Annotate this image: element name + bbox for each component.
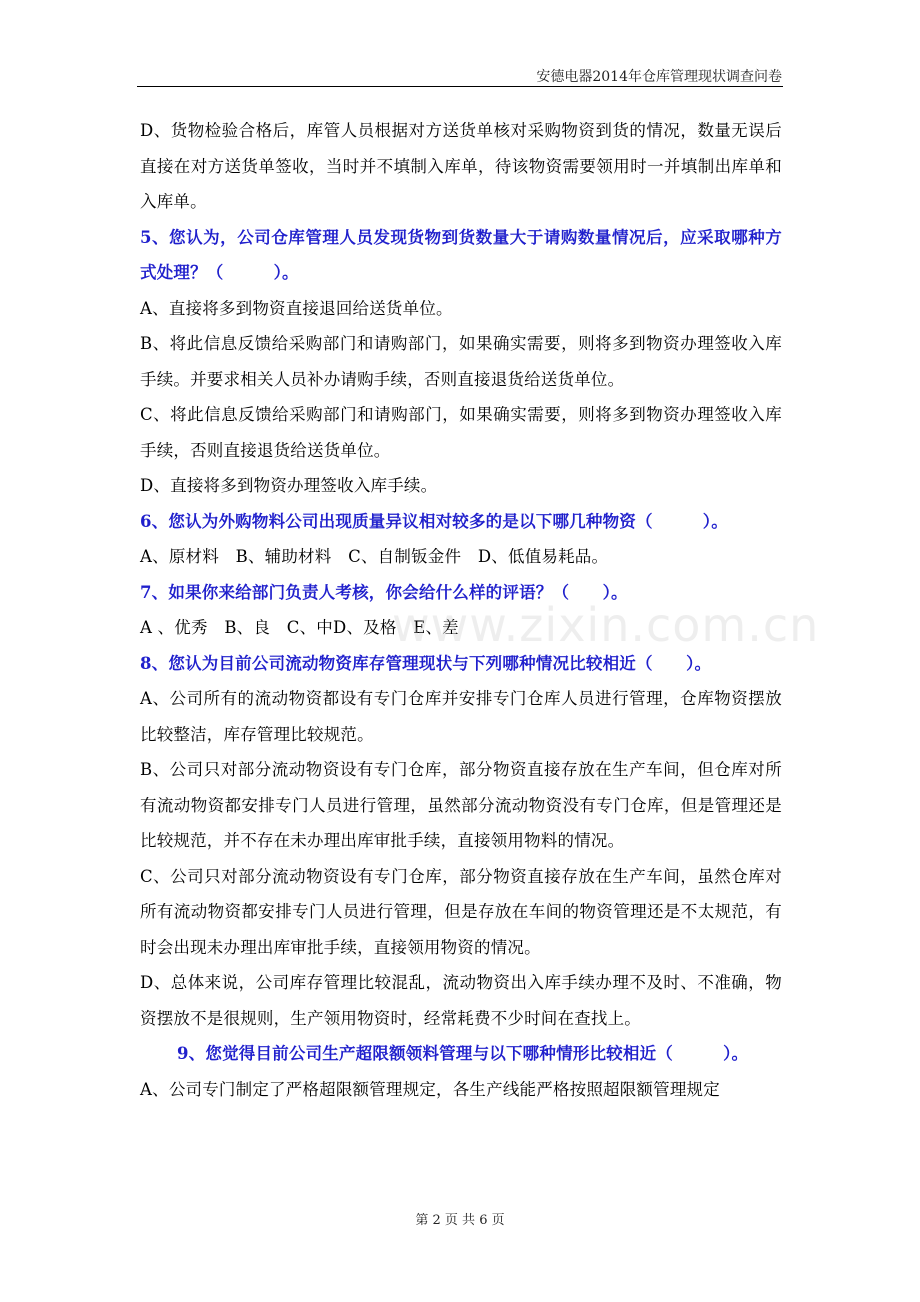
- question-7: 7、如果你来给部门负责人考核，你会给什么样的评语？（ ）。: [140, 582, 628, 602]
- header-divider: [137, 86, 783, 87]
- question-8: 8、您认为目前公司流动物资库存管理现状与下列哪种情况比较相近（ ）。: [140, 653, 712, 673]
- option-d-q5: D、直接将多到物资办理签收入库手续。: [140, 476, 438, 495]
- question-9: 9、您觉得目前公司生产超限额领料管理与以下哪种情形比较相近（ ）。: [177, 1044, 749, 1063]
- watermark: www.zixin.com.cn: [392, 598, 820, 652]
- option-d-q8: D、总体来说，公司库存管理比较混乱，流动物资出入库手续办理不及时、不准确，物资摆放不是很规则，生产领用物资时，经常耗费不少时间在查找上。: [140, 973, 782, 1028]
- options-q6: A、原材料 B、辅助材料 C、自制钣金件 D、低值易耗品。: [140, 547, 609, 566]
- option-b-q8: B、公司只对部分流动物资设有专门仓库，部分物资直接存放在生产车间，但仓库对所有流动物资都安排专门人员进行管理，虽然部分流动物资没有专门仓库，但是管理还是比较规范，并不存在未办理出库审批手续，直接领用物料的情况。: [140, 760, 782, 850]
- options-q7: A 、优秀 B、良 C、中D、及格 E、差: [140, 618, 459, 637]
- option-c-q5: C、将此信息反馈给采购部门和请购部门，如果确实需要，则将多到物资办理签收入库手续，否则直接退货给送货单位。: [140, 405, 782, 460]
- option-c-q8: C、公司只对部分流动物资设有专门仓库，部分物资直接存放在生产车间，虽然仓库对所有流动物资都安排专门人员进行管理，但是存放在车间的物资管理还是不太规范，有时会出现未办理出库审批手续，直接领用物资的情况。: [140, 866, 782, 957]
- option-d-q4: D、货物检验合格后，库管人员根据对方送货单核对采购物资到货的情况，数量无误后直接在对方送货单签收，当时并不填制入库单，待该物资需要领用时一并填制出库单和入库单。: [140, 121, 782, 211]
- option-b-q5: B、将此信息反馈给采购部门和请购部门，如果确实需要，则将多到物资办理签收入库手续。并要求相关人员补办请购手续，否则直接退货给送货单位。: [140, 334, 782, 389]
- option-a-q5: A、直接将多到物资直接退回给送货单位。: [140, 298, 453, 318]
- option-a-q9: A、公司专门制定了严格超限额管理规定，各生产线能严格按照超限额管理规定: [140, 1079, 720, 1099]
- question-5: 5、您认为，公司仓库管理人员发现货物到货数量大于请购数量情况后，应采取哪种方式处理？（ ）。: [140, 227, 782, 282]
- question-6: 6、您认为外购物料公司出现质量异议相对较多的是以下哪几种物资（ ）。: [140, 511, 728, 531]
- option-a-q8: A、公司所有的流动物资都设有专门仓库并安排专门仓库人员进行管理，仓库物资摆放比较整洁，库存管理比较规范。: [140, 689, 782, 744]
- page-number-footer: 第 2 页 共 6 页: [415, 1213, 505, 1228]
- document-body: [140, 113, 782, 1107]
- document-header-title: 安德电器2014年仓库管理现状调查问卷: [536, 69, 782, 85]
